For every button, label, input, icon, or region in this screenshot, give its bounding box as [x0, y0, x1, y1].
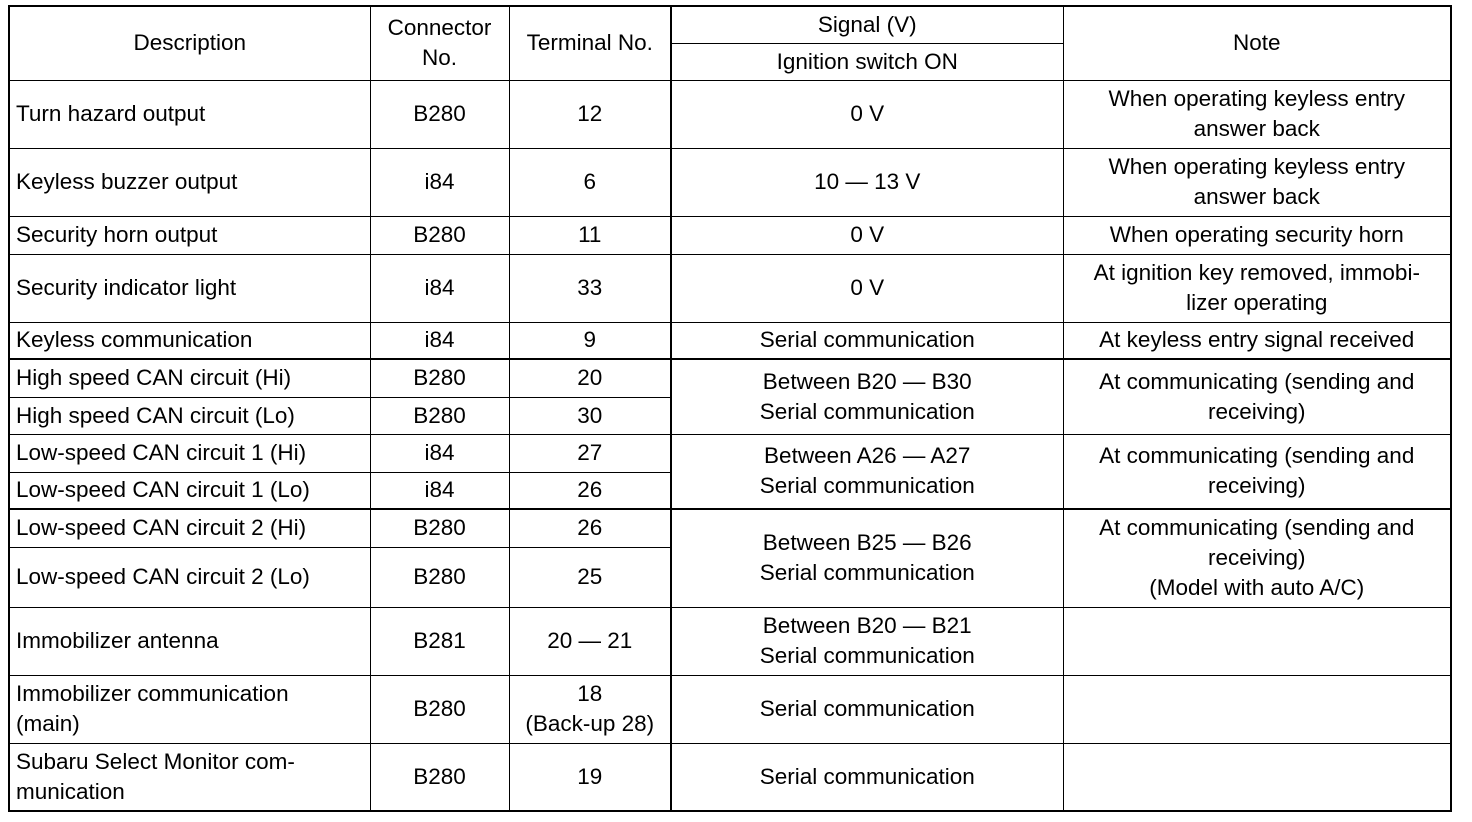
table-row [9, 607, 1451, 675]
description-line: Low-speed CAN circuit 2 (Lo) [16, 564, 310, 589]
table-row [9, 359, 1451, 397]
cell-connector: B281 [370, 607, 509, 675]
cell-terminal [509, 254, 671, 322]
cell-description [9, 216, 370, 254]
header-note: Note [1063, 6, 1451, 80]
cell-connector: B280 [370, 397, 509, 434]
cell-terminal [509, 80, 671, 148]
terminal-line: 26 [577, 477, 603, 503]
table-row [9, 743, 1451, 811]
cell-note [1063, 216, 1451, 254]
cell-signal [671, 216, 1063, 254]
header-terminal: Terminal No. [509, 6, 671, 80]
cell-terminal [509, 359, 671, 397]
terminal-line: 25 [577, 564, 603, 589]
terminal-line: (Back-up 28) [525, 711, 655, 736]
table-row [9, 434, 1451, 472]
note-line: (Model with auto A/C) [1149, 575, 1365, 601]
cell-note [1063, 607, 1451, 675]
cell-terminal [509, 397, 671, 434]
cell-note [1063, 359, 1451, 434]
header-signal-sub: Ignition switch ON [671, 43, 1063, 80]
note-line: receiving) [1207, 545, 1306, 571]
description-line: Security horn output [16, 222, 218, 247]
note-line: receiving) [1207, 398, 1306, 424]
cell-description [9, 434, 370, 472]
cell-terminal [509, 743, 671, 811]
cell-connector: B280 [370, 547, 509, 607]
cell-terminal [509, 675, 671, 743]
cell-connector: i84 [370, 322, 509, 359]
table-row [9, 216, 1451, 254]
cell-description [9, 607, 370, 675]
terminal-line: 26 [577, 515, 603, 541]
signal-line: Serial communication [759, 560, 975, 586]
cell-signal [671, 254, 1063, 322]
terminal-line: 30 [577, 402, 603, 428]
header-row [9, 6, 1451, 43]
cell-description [9, 743, 370, 811]
cell-terminal [509, 322, 671, 359]
note-line: At communicating (sending and [1099, 443, 1415, 469]
description-line: Subaru Select Monitor com- [16, 748, 295, 774]
cell-signal [671, 675, 1063, 743]
signal-line: Serial communication [759, 696, 975, 721]
signal-line: Serial communication [759, 763, 975, 789]
cell-signal [671, 434, 1063, 509]
description-line: Immobilizer antenna [16, 628, 219, 653]
cell-description [9, 148, 370, 216]
signal-line: Serial communication [759, 643, 975, 668]
note-line: At keyless entry signal received [1099, 327, 1415, 353]
cell-connector: B280 [370, 509, 509, 547]
cell-description [9, 509, 370, 547]
signal-line: Serial communication [759, 473, 975, 499]
cell-terminal [509, 509, 671, 547]
terminal-line: 20 — 21 [547, 628, 633, 653]
cell-description [9, 359, 370, 397]
description-line: (main) [16, 711, 80, 736]
cell-terminal [509, 434, 671, 472]
terminal-line: 12 [577, 101, 603, 126]
cell-terminal [509, 472, 671, 509]
cell-note [1063, 743, 1451, 811]
terminal-line: 20 [577, 365, 603, 391]
table-row [9, 80, 1451, 148]
cell-description [9, 472, 370, 509]
signal-line: Between B20 — B21 [762, 613, 972, 638]
signal-line: Between A26 — A27 [764, 443, 971, 469]
cell-signal [671, 322, 1063, 359]
signal-line: Serial communication [759, 327, 975, 353]
cell-description [9, 397, 370, 434]
table-body [9, 80, 1451, 811]
signal-line: 0 V [850, 222, 885, 247]
note-line: When operating keyless entry [1108, 154, 1405, 179]
note-line: When operating security horn [1109, 222, 1404, 247]
cell-connector: i84 [370, 472, 509, 509]
table-row [9, 148, 1451, 216]
note-line: When operating keyless entry [1108, 86, 1405, 111]
header-connector [370, 6, 509, 80]
cell-connector: B280 [370, 675, 509, 743]
table-row [9, 322, 1451, 359]
cell-connector: B280 [370, 80, 509, 148]
cell-signal [671, 148, 1063, 216]
description-line: Security indicator light [16, 275, 237, 300]
table-row [9, 675, 1451, 743]
description-line: High speed CAN circuit (Hi) [16, 365, 292, 391]
cell-description [9, 675, 370, 743]
cell-connector: i84 [370, 148, 509, 216]
description-line: Turn hazard output [16, 101, 206, 126]
note-line: answer back [1193, 184, 1320, 209]
description-line: Low-speed CAN circuit 1 (Hi) [16, 440, 307, 465]
terminal-line: 11 [578, 222, 602, 247]
description-line: Immobilizer communication [16, 681, 289, 706]
note-line: receiving) [1207, 473, 1306, 499]
cell-connector: B280 [370, 359, 509, 397]
cell-description [9, 322, 370, 359]
header-signal: Signal (V) [671, 6, 1063, 43]
cell-terminal [509, 148, 671, 216]
description-line: munication [16, 778, 125, 804]
signal-line: 0 V [850, 275, 885, 300]
cell-connector: B280 [370, 743, 509, 811]
note-line: At communicating (sending and [1099, 515, 1415, 541]
cell-signal [671, 509, 1063, 607]
cell-signal [671, 607, 1063, 675]
cell-description [9, 80, 370, 148]
terminal-line: 33 [577, 275, 603, 300]
note-line: At ignition key removed, immobi- [1093, 260, 1420, 285]
signal-line: Between B25 — B26 [762, 530, 972, 556]
cell-note [1063, 509, 1451, 607]
description-line: Keyless communication [16, 327, 253, 353]
signal-spec-table [8, 5, 1452, 812]
signal-line: Between B20 — B30 [762, 368, 972, 394]
terminal-line: 18 [577, 681, 603, 706]
cell-terminal [509, 216, 671, 254]
description-line: Low-speed CAN circuit 2 (Hi) [16, 515, 307, 541]
cell-signal [671, 80, 1063, 148]
cell-connector: i84 [370, 254, 509, 322]
terminal-line: 9 [583, 327, 596, 353]
note-line: answer back [1193, 116, 1320, 141]
cell-description [9, 254, 370, 322]
cell-signal [671, 743, 1063, 811]
note-line: At communicating (sending and [1099, 368, 1415, 394]
cell-connector: B280 [370, 216, 509, 254]
signal-spec-table-wrapper [8, 5, 1452, 812]
cell-note [1063, 675, 1451, 743]
terminal-line: 6 [583, 169, 596, 194]
header-description: Description [9, 6, 370, 80]
terminal-line: 27 [577, 440, 603, 465]
cell-terminal [509, 607, 671, 675]
description-line: High speed CAN circuit (Lo) [16, 402, 295, 428]
cell-note [1063, 148, 1451, 216]
signal-line: Serial communication [759, 398, 975, 424]
signal-line: 0 V [850, 101, 885, 126]
cell-note [1063, 322, 1451, 359]
cell-connector: i84 [370, 434, 509, 472]
terminal-line: 19 [577, 763, 603, 789]
description-line: Keyless buzzer output [16, 169, 238, 194]
cell-terminal [509, 547, 671, 607]
cell-description [9, 547, 370, 607]
cell-note [1063, 434, 1451, 509]
cell-signal [671, 359, 1063, 434]
signal-line: 10 — 13 V [814, 169, 921, 194]
note-line: lizer operating [1186, 290, 1328, 315]
header-connector-line1: Connector [387, 15, 492, 41]
header-connector-line2: No. [421, 45, 457, 71]
cell-note [1063, 80, 1451, 148]
table-row [9, 254, 1451, 322]
description-line: Low-speed CAN circuit 1 (Lo) [16, 477, 310, 503]
table-row [9, 509, 1451, 547]
cell-note [1063, 254, 1451, 322]
